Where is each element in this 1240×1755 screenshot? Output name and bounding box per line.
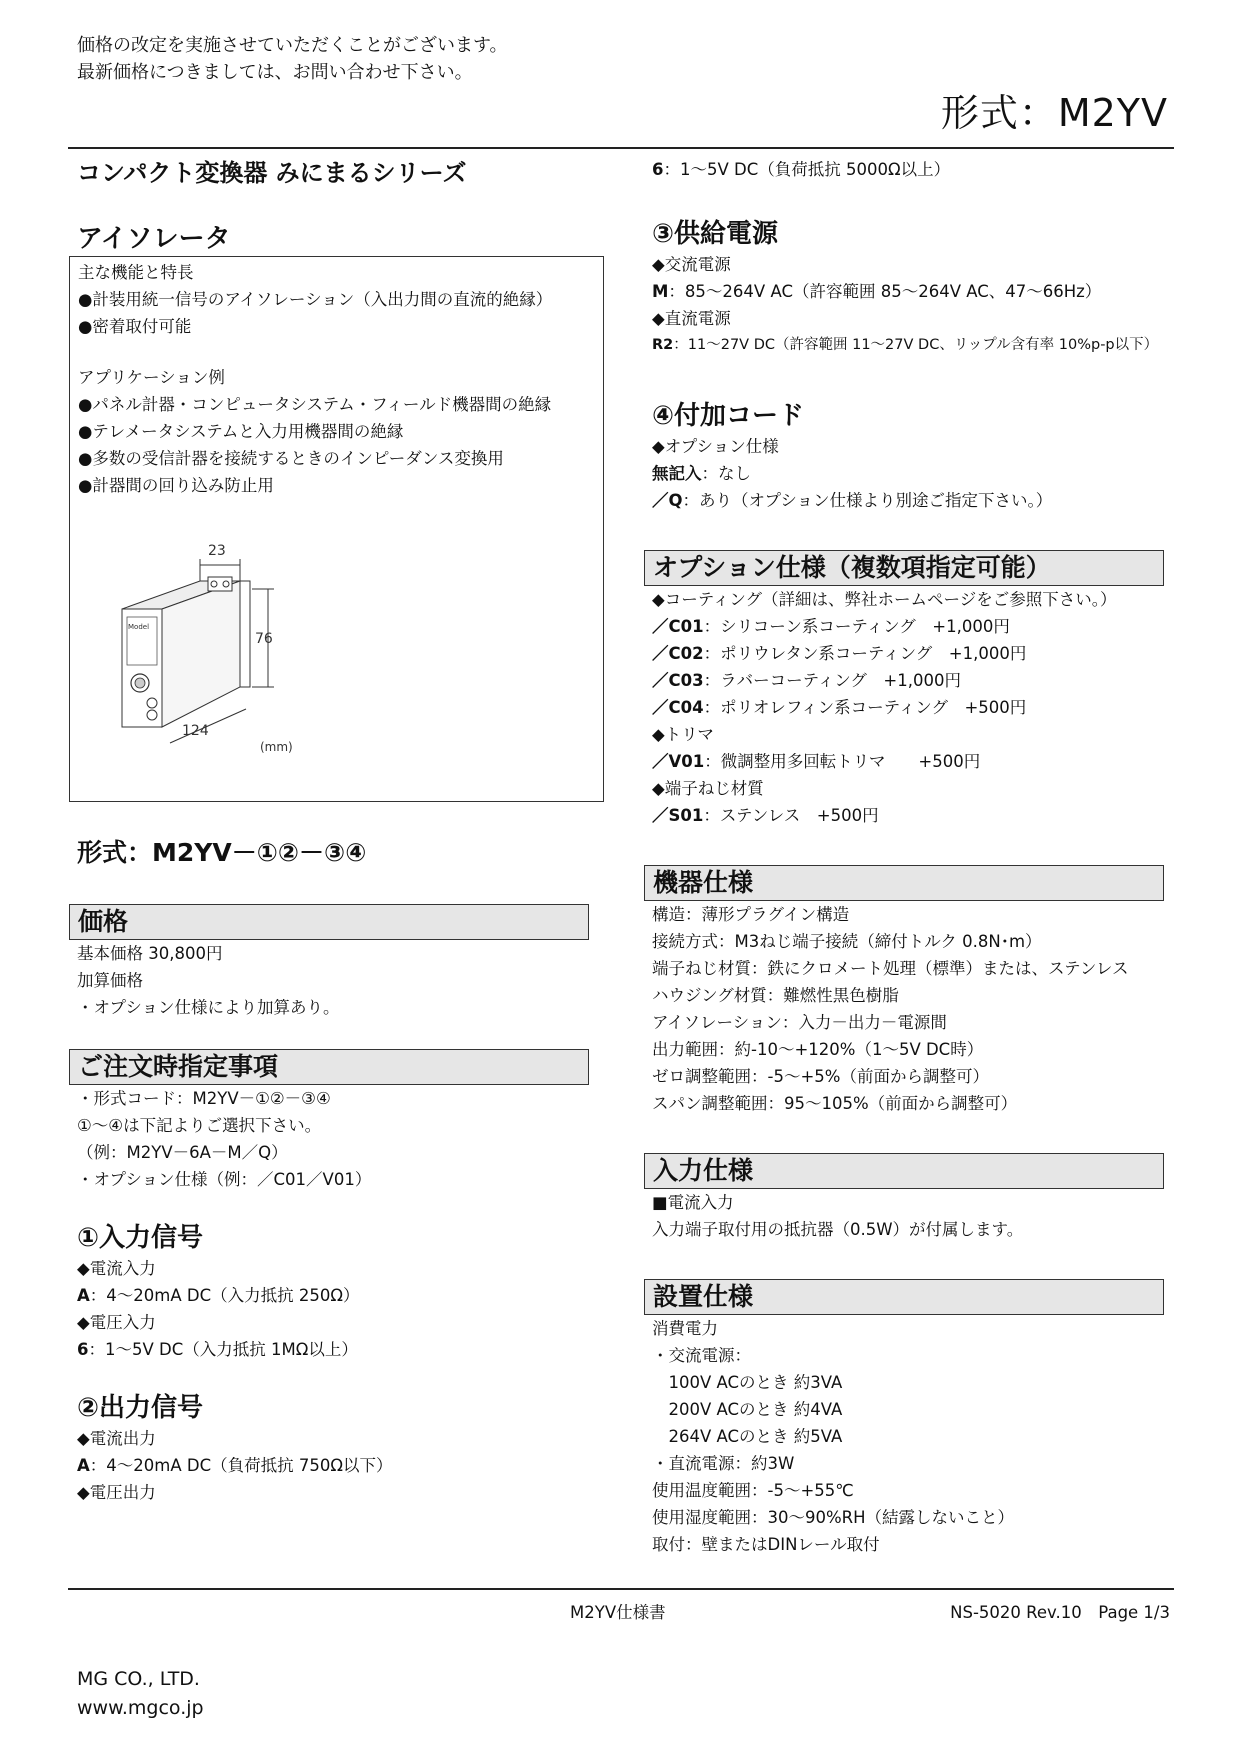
- spec-line: 入力端子取付用の抵抗器（0.5W）が付属します。: [652, 1220, 1024, 1239]
- price-line: 加算価格: [77, 971, 143, 990]
- order-line: ①～④は下記よりご選択下さい。: [77, 1116, 322, 1135]
- series-name: コンパクト変換器 みにまるシリーズ: [77, 159, 467, 187]
- addcode-heading: ◆オプション仕様: [652, 437, 779, 456]
- addcode-q-option: [652, 487, 1172, 514]
- spec-line: 使用湿度範囲：30～90%RH（結露しないこと）: [652, 1508, 1015, 1527]
- left-column: [77, 156, 597, 1534]
- power-ac-option: [652, 278, 1172, 305]
- code: ／C03: [652, 671, 704, 690]
- model-title: 形式：M2YV: [940, 91, 1168, 135]
- price-line: 基本価格 30,800円: [77, 944, 223, 963]
- notice-line: 価格の改定を実施させていただくことがございます。: [77, 35, 508, 56]
- power-title: ③供給電源: [652, 219, 779, 249]
- code: ／S01: [652, 806, 704, 825]
- output-voltage-continued: [652, 156, 1172, 183]
- output-current-heading: ◆電流出力: [77, 1429, 156, 1448]
- dim-width-label: 23: [208, 543, 226, 559]
- code: A: [77, 1286, 90, 1305]
- spec-line: 端子ねじ材質：鉄にクロメート処理（標準）または、ステンレス: [652, 959, 1129, 978]
- desc: ：1～5V DC（負荷抵抗 5000Ω以上）: [663, 160, 951, 179]
- input-voltage-option: [77, 1336, 597, 1363]
- desc: ：1～5V DC（入力抵抗 1MΩ以上）: [88, 1340, 358, 1359]
- spec-line: ハウジング材質：難燃性黒色樹脂: [652, 986, 899, 1005]
- price-notice: [77, 32, 508, 86]
- dim-height-label: 76: [255, 631, 273, 647]
- code: 無記入: [652, 464, 702, 483]
- code: ／C04: [652, 698, 704, 717]
- order-line: ・形式コード：M2YV－①②－③④: [77, 1089, 331, 1108]
- input-spec-section: [652, 1153, 1172, 1243]
- order-line: ・オプション仕様（例：／C01／V01）: [77, 1170, 372, 1189]
- spec-line: ゼロ調整範囲：-5～+5%（前面から調整可）: [652, 1067, 989, 1086]
- desc: ：あり（オプション仕様より別途ご指定下さい。）: [682, 491, 1053, 510]
- order-title: ご注文時指定事項: [69, 1049, 589, 1085]
- options-title: オプション仕様（複数項指定可能）: [644, 550, 1164, 586]
- price-section: [77, 904, 597, 1021]
- trimmer-heading: ◆トリマ: [652, 725, 714, 744]
- desc: ：4～20mA DC（入力抵抗 250Ω）: [89, 1286, 360, 1305]
- isolator-title: アイソレータ: [77, 224, 231, 254]
- spec-line: ・直流電源：約3W: [652, 1454, 795, 1473]
- device-model-label: Model: [128, 623, 150, 631]
- notice-line: 最新価格につきましては、お問い合わせ下さい。: [77, 62, 473, 83]
- footer-revision: NS-5020 Rev.10 Page 1/3: [950, 1603, 1170, 1622]
- output-signal-title: ②出力信号: [77, 1393, 204, 1423]
- install-spec-section: [652, 1279, 1172, 1558]
- footer-rule: [68, 1588, 1174, 1590]
- input-spec-title: 入力仕様: [644, 1153, 1164, 1189]
- spec-line: 出力範囲：約-10～+120%（1～5V DC時）: [652, 1040, 984, 1059]
- code: 6: [652, 160, 664, 179]
- desc: ：微調整用多回転トリマ +500円: [704, 752, 981, 771]
- input-current-heading: ◆電流入力: [77, 1259, 156, 1278]
- spec-line: 264V ACのとき 約5VA: [652, 1427, 843, 1446]
- features-box: [69, 256, 604, 802]
- desc: ：ポリウレタン系コーティング +1,000円: [703, 644, 1027, 663]
- screw-option: [652, 802, 1172, 829]
- code: ／C02: [652, 644, 704, 663]
- applications-heading: アプリケーション例: [78, 368, 225, 387]
- addcode-title: ④付加コード: [652, 401, 805, 431]
- power-dc-heading: ◆直流電源: [652, 309, 731, 328]
- spec-line: ・交流電源：: [652, 1346, 751, 1365]
- order-line: （例：M2YV－6A－M／Q）: [77, 1143, 288, 1162]
- desc: ：85～264V AC（許容範囲 85～264V AC、47～66Hz）: [668, 282, 1102, 301]
- coating-option: [652, 640, 1172, 667]
- input-signal-section: [77, 1221, 597, 1363]
- spec-line: 200V ACのとき 約4VA: [652, 1400, 843, 1419]
- code: M: [652, 282, 669, 301]
- price-line: ・オプション仕様により加算あり。: [77, 998, 340, 1017]
- coating-option: [652, 694, 1172, 721]
- screw-heading: ◆端子ねじ材質: [652, 779, 764, 798]
- spec-line: ■電流入力: [652, 1193, 734, 1212]
- install-spec-title: 設置仕様: [644, 1279, 1164, 1315]
- coating-heading: ◆コーティング（詳細は、弊社ホームページをご参照下さい。）: [652, 590, 1117, 609]
- desc: ：11～27V DC（許容範囲 11～27V DC、リップル含有率 10%p-p以下）: [673, 337, 1159, 353]
- company-info: [77, 1665, 204, 1723]
- addcode-section: [652, 399, 1172, 514]
- code: ／C01: [652, 617, 704, 636]
- desc: ：ステンレス +500円: [703, 806, 879, 825]
- code: 6: [77, 1340, 89, 1359]
- price-title: 価格: [69, 904, 589, 940]
- desc: ：4～20mA DC（負荷抵抗 750Ω以下）: [89, 1456, 393, 1475]
- power-dc-option: [652, 332, 1172, 359]
- company-name: MG CO., LTD.: [77, 1668, 200, 1690]
- footer-doc-name: M2YV仕様書: [570, 1603, 666, 1622]
- input-voltage-heading: ◆電圧入力: [77, 1313, 156, 1332]
- right-column: [652, 156, 1172, 1558]
- code: ／V01: [652, 752, 705, 771]
- addcode-none-option: [652, 460, 1172, 487]
- dimension-drawing: [90, 537, 370, 777]
- spec-line: スパン調整範囲：95～105%（前面から調整可）: [652, 1094, 1018, 1113]
- power-section: [652, 217, 1172, 359]
- input-current-option: [77, 1282, 597, 1309]
- spec-line: 使用温度範囲：-5～+55℃: [652, 1481, 854, 1500]
- output-current-option: [77, 1452, 597, 1479]
- spec-line: 取付：壁またはDINレール取付: [652, 1535, 880, 1554]
- order-section: [77, 1049, 597, 1193]
- input-signal-title: ①入力信号: [77, 1223, 204, 1253]
- company-url: www.mgco.jp: [77, 1697, 204, 1719]
- trimmer-option: [652, 748, 1172, 775]
- output-signal-section: [77, 1391, 597, 1506]
- spec-line: 100V ACのとき 約3VA: [652, 1373, 843, 1392]
- code: A: [77, 1456, 90, 1475]
- options-section: [652, 550, 1172, 829]
- spec-line: 構造：薄形プラグイン構造: [652, 905, 850, 924]
- spec-line: 接続方式：M3ねじ端子接続（締付トルク 0.8N･m）: [652, 932, 1042, 951]
- device-spec-section: [652, 865, 1172, 1117]
- coating-option: [652, 613, 1172, 640]
- code: R2: [652, 337, 674, 353]
- feature-item: ●計装用統一信号のアイソレーション（入出力間の直流的絶縁）: [78, 290, 553, 309]
- desc: ：ラバーコーティング +1,000円: [703, 671, 961, 690]
- output-voltage-heading: ◆電圧出力: [77, 1483, 156, 1502]
- features-heading: 主な機能と特長: [78, 263, 194, 282]
- model-code: 形式：M2YV－①②－③④: [77, 838, 367, 867]
- application-item: ●パネル計器・コンピュータシステム・フィールド機器間の絶縁: [78, 395, 552, 414]
- coating-option: [652, 667, 1172, 694]
- spec-line: アイソレーション：入力－出力－電源間: [652, 1013, 947, 1032]
- desc: ：ポリオレフィン系コーティング +500円: [703, 698, 1027, 717]
- application-item: ●計器間の回り込み防止用: [78, 476, 274, 495]
- device-spec-title: 機器仕様: [644, 865, 1164, 901]
- spec-line: 消費電力: [652, 1319, 718, 1338]
- dim-unit-label: (mm): [260, 740, 293, 754]
- desc: ：なし: [701, 464, 751, 483]
- application-item: ●多数の受信計器を接続するときのインピーダンス変換用: [78, 449, 504, 468]
- application-item: ●テレメータシステムと入力用機器間の絶縁: [78, 422, 404, 441]
- feature-item: ●密着取付可能: [78, 317, 192, 336]
- dim-depth-label: 124: [182, 723, 209, 739]
- desc: ：シリコーン系コーティング +1,000円: [703, 617, 1010, 636]
- header-rule: [68, 147, 1174, 149]
- output-voltage-option: [652, 156, 1172, 183]
- power-ac-heading: ◆交流電源: [652, 255, 731, 274]
- code: ／Q: [652, 491, 683, 510]
